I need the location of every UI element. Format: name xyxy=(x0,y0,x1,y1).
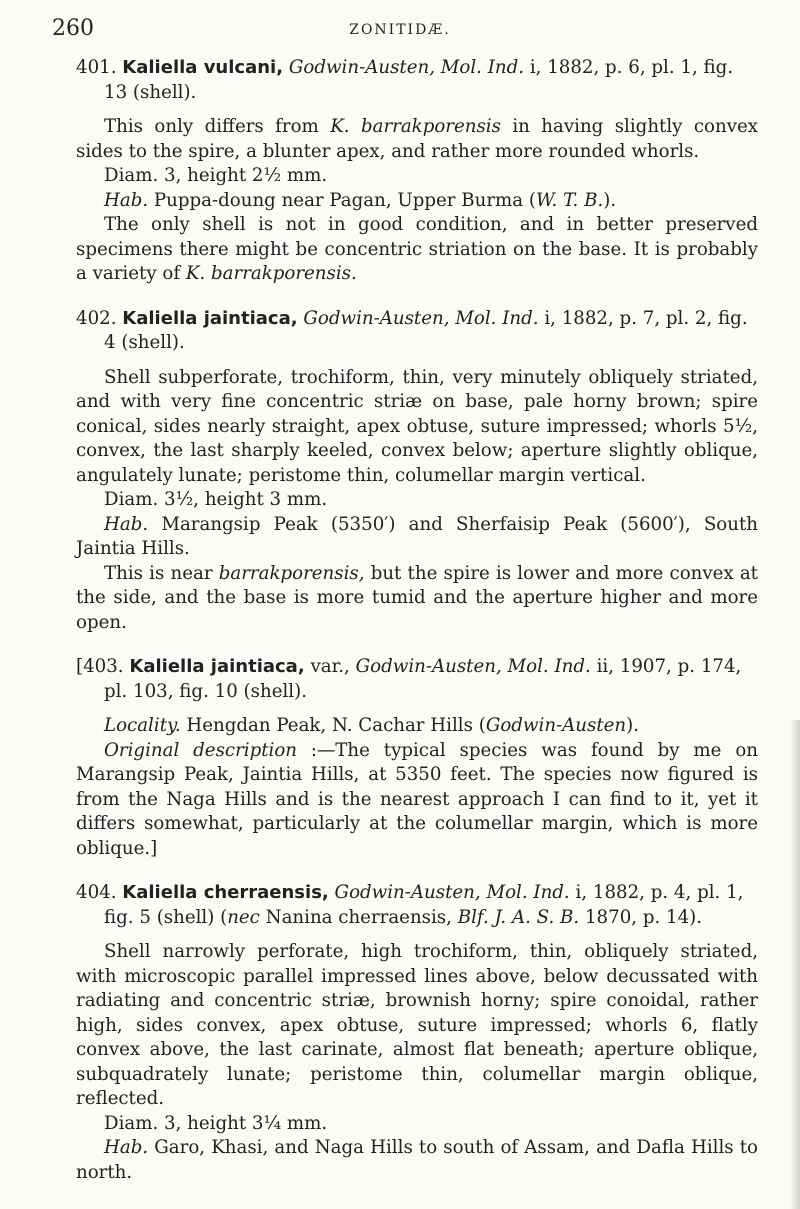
entry-number: 404. xyxy=(76,882,117,903)
dimensions: Diam. 3, height 3¼ mm. xyxy=(104,1112,328,1134)
text-run: This only differs from xyxy=(104,116,331,137)
dimensions: Diam. 3, height 2½ mm. xyxy=(104,165,328,186)
species-name: Kaliella cherraensis, xyxy=(122,882,329,903)
description-paragraph xyxy=(76,115,758,164)
species-name: Kaliella jaintiaca, xyxy=(129,656,305,677)
text-run: Garo, Khasi, and Naga Hills to south of Assam, and Dafla Hills to north. xyxy=(76,1137,758,1183)
reference-author: Godwin-Austen, Mol. Ind. xyxy=(303,307,539,329)
species-name: Kaliella jaintiaca, xyxy=(122,307,298,329)
text-run: 1870, p. 14). xyxy=(579,906,703,928)
description-paragraph: Shell narrowly perforate, high trochiform, thin, obliquely striated, with microscopic parallel impressed lines above, below decussated with radiating and concentric striæ, brownish horny; spire conoidal, rather high, sides convex, apex obtuse, suture impressed; whorls 6, flatly convex above, the last carinate, almost flat beneath; aperture oblique, subquadrately lunate; peristome thin, columellar margin oblique, reflected. xyxy=(76,941,758,1109)
reference-details: i, 1882, p. 4, pl. 1, fig. 5 (shell) ( xyxy=(104,882,744,928)
species-entry-401 xyxy=(76,56,758,287)
running-head: ZONITIDÆ. xyxy=(349,22,451,38)
variety-label: var., xyxy=(304,656,356,677)
page-number: 260 xyxy=(52,16,94,41)
species-reference: barrakporensis, xyxy=(218,562,365,584)
entry-heading xyxy=(76,655,758,704)
reference-author: Godwin-Austen, Mol. Ind. xyxy=(334,882,570,903)
text-run: in having slightly convex sides to the spire, a blunter apex, and rather more rounded whorls. xyxy=(76,116,758,162)
text-run: Hengdan Peak, N. Cachar Hills ( xyxy=(180,715,486,736)
text-run: ). xyxy=(626,715,640,736)
original-description xyxy=(76,739,758,862)
habitat-label: Hab. xyxy=(104,513,149,535)
page-edge-shadow xyxy=(790,720,800,1209)
entry-heading xyxy=(76,307,758,356)
species-name: Kaliella vulcani, xyxy=(122,57,284,78)
text-run: :—The typical species was found by me on Marangsip Peak, Jaintia Hills, at 5350 feet. The species now figured is from the Naga Hills and is the nearest approach I can find to it, yet it differs somewhat, particularly at the columellar margin, which is more oblique.] xyxy=(76,739,758,859)
text-run: Puppa-doung near Pagan, Upper Burma ( xyxy=(148,189,537,211)
species-reference: K. barrakporensis. xyxy=(185,263,357,284)
collector: W. T. B. xyxy=(536,189,604,211)
reference-author: Godwin-Austen, Mol. Ind. xyxy=(288,57,525,78)
habitat-label: Hab. xyxy=(104,189,149,211)
text-run: ). xyxy=(603,189,617,211)
text-run: The only shell is not in good condition, and in better preserved specimens there might be concentric striation on the base. It is probably a variety of xyxy=(76,214,758,284)
dimensions: Diam. 3½, height 3 mm. xyxy=(104,489,328,510)
page-header xyxy=(52,16,748,46)
original-description-label: Original description xyxy=(104,739,298,761)
remarks-paragraph xyxy=(76,213,758,287)
reference-author: Godwin-Austen, Mol. Ind. xyxy=(355,656,591,677)
entry-number: 401. xyxy=(76,57,117,78)
habitat xyxy=(76,189,758,214)
habitat-label: Hab. xyxy=(104,1137,149,1158)
remarks-paragraph xyxy=(76,562,758,636)
text-run: Marangsip Peak (5350′) and Sherfaisip Peak (5600′), South Jaintia Hills. xyxy=(76,513,758,559)
species-reference: K. barrakporensis xyxy=(330,116,501,137)
habitat xyxy=(76,513,758,562)
page-content xyxy=(76,56,758,1205)
locality-label: Locality. xyxy=(104,715,181,736)
entry-heading xyxy=(76,56,758,105)
journal-reference: Blf. J. A. S. B. xyxy=(457,906,580,928)
habitat xyxy=(76,1136,758,1185)
entry-number: 402. xyxy=(76,307,117,329)
description-paragraph: Shell subperforate, trochiform, thin, very minutely obliquely striated, and with very fine concentric striæ on base, pale horny brown; spire conical, sides nearly straight, apex obtuse, suture impressed; whorls 5½, convex, the last sharply keeled, convex below; aperture slightly oblique, angulately lunate; peristome thin, columellar margin vertical. xyxy=(76,366,758,486)
reference-details: i, 1882, p. 6, pl. 1, fig. 13 (shell). xyxy=(104,57,734,103)
entry-number: [403. xyxy=(76,656,124,677)
text-run: but the spire is lower and more convex at the side, and the base is more tumid and the aperture higher and more open. xyxy=(76,562,758,633)
locality xyxy=(76,714,758,739)
text-run: This is near xyxy=(104,562,219,584)
entry-heading xyxy=(76,881,758,930)
species-entry-403 xyxy=(76,655,758,861)
nec-label: nec xyxy=(227,906,260,928)
text-run: Nanina cherraensis, xyxy=(259,906,458,928)
collector: Godwin-Austen xyxy=(485,715,627,736)
reference-details: ii, 1907, p. 174, pl. 103, fig. 10 (shell). xyxy=(104,656,742,702)
species-entry-402 xyxy=(76,307,758,636)
species-entry-404 xyxy=(76,881,758,1185)
reference-details: i, 1882, p. 7, pl. 2, fig. 4 (shell). xyxy=(104,307,748,353)
